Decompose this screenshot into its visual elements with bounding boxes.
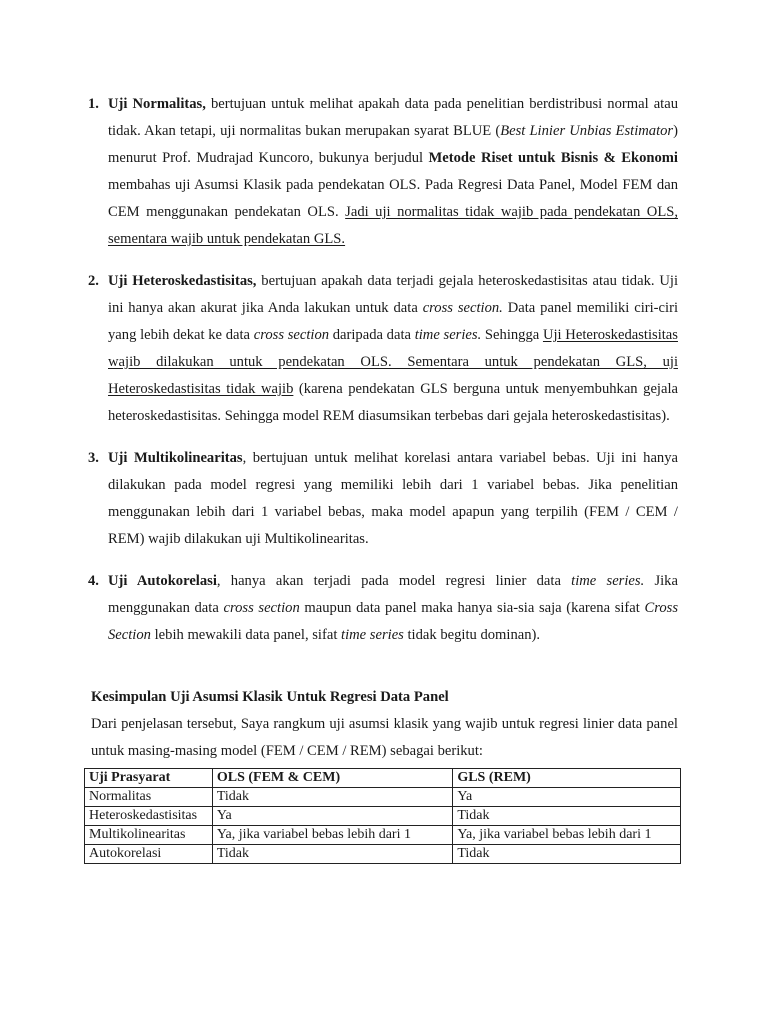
conclusion-section (91, 683, 678, 765)
list-item (88, 445, 678, 553)
assumption-test-list (88, 91, 678, 664)
text-run: bertujuan apakah data terjadi gejala heteroskedastisitas atau tidak. Uji ini hanya akan akurat jika Anda lakukan untuk data (108, 273, 678, 316)
text-run: Uji Multikolinearitas (108, 450, 243, 466)
header-cell: GLS (REM) (453, 769, 681, 788)
item-number: 1. (88, 96, 99, 112)
list-item (88, 268, 678, 430)
text-run: Uji Heteroskedastisitas, (108, 273, 257, 289)
text-run: Jadi uji normalitas tidak wajib pada pendekatan OLS, sementara wajib untuk pendekatan GLS. (108, 204, 678, 247)
table-cell: Tidak (212, 845, 452, 864)
table-row (85, 807, 681, 826)
table-cell: Autokorelasi (85, 845, 213, 864)
table-cell: Multikolinearitas (85, 826, 213, 845)
text-run: maupun data panel maka hanya sia-sia saja (karena sifat (299, 600, 645, 616)
header-cell: Uji Prasyarat (85, 769, 213, 788)
item-paragraph (108, 268, 678, 430)
text-run: Cross Section (108, 600, 679, 643)
item-paragraph (108, 445, 678, 553)
text-run: Data panel memiliki ciri-ciri yang lebih dekat ke data (108, 300, 678, 343)
table-cell: Tidak (453, 845, 681, 864)
text-run: , bertujuan untuk melihat korelasi antara variabel bebas. Uji ini hanya dilakukan pada model regresi yang memiliki lebih dari 1 variabel bebas. Jika penelitian menggunakan lebih dari 1 variabel bebas, maka model apapun yang terpilih (FEM / CEM / REM) wajib dilakukan uji Multikolinearitas. (108, 450, 678, 547)
text-run: time series. (414, 327, 482, 343)
table-row (85, 845, 681, 864)
text-run: time series (341, 627, 404, 643)
list-item (88, 91, 678, 253)
list-item (88, 568, 678, 649)
text-run: ) menurut Prof. Mudrajad Kuncoro, bukunya berjudul (108, 123, 678, 166)
text-run: Sehingga (481, 327, 543, 343)
text-run: , hanya akan terjadi pada model regresi linier data (216, 573, 572, 589)
table-cell: Tidak (212, 788, 452, 807)
item-number: 4. (88, 573, 99, 589)
item-paragraph (108, 568, 678, 649)
text-run: cross section. (422, 300, 503, 316)
table-cell: Tidak (453, 807, 681, 826)
section-title: Kesimpulan Uji Asumsi Klasik Untuk Regresi Data Panel (91, 689, 449, 705)
item-number: 3. (88, 450, 99, 466)
text-run: cross section (253, 327, 330, 343)
table-cell: Ya, jika variabel bebas lebih dari 1 (212, 826, 452, 845)
text-run: Uji Heteroskedastisitas wajib dilakukan untuk pendekatan OLS. Sementara untuk pendekatan GLS, uji Heteroskedastisitas tidak wajib (108, 327, 678, 397)
text-run: Uji Autokorelasi (108, 573, 217, 589)
table-row (85, 826, 681, 845)
table-header-row (85, 769, 681, 788)
header-cell: OLS (FEM & CEM) (212, 769, 452, 788)
text-run: (karena pendekatan GLS berguna untuk menyembuhkan gejala heteroskedastisitas. Sehingga model REM diasumsikan terbebas dari gejala heteroskedastisitas). (108, 381, 678, 424)
text-run: Best Linier Unbias Estimator (500, 123, 674, 139)
text-run: cross section (223, 600, 300, 616)
text-run: daripada data (329, 327, 415, 343)
section-intro: Dari penjelasan tersebut, Saya rangkum uji asumsi klasik yang wajib untuk regresi linier data panel untuk masing-masing model (FEM / CEM / REM) sebagai berikut: (91, 716, 678, 759)
table-cell: Heteroskedastisitas (85, 807, 213, 826)
table-cell: Normalitas (85, 788, 213, 807)
text-run: tidak begitu dominan). (403, 627, 541, 643)
table-cell: Ya, jika variabel bebas lebih dari 1 (453, 826, 681, 845)
table-cell: Ya (212, 807, 452, 826)
text-run: bertujuan untuk melihat apakah data pada penelitian berdistribusi normal atau tidak. Akan tetapi, uji normalitas bukan merupakan syarat BLUE ( (108, 96, 678, 139)
text-run: Uji Normalitas, (108, 96, 206, 112)
item-number: 2. (88, 273, 99, 289)
prerequisite-table (84, 768, 681, 864)
text-run: time series. (571, 573, 645, 589)
text-run: Jika menggunakan data (108, 573, 678, 616)
item-paragraph (108, 91, 678, 253)
table-cell: Ya (453, 788, 681, 807)
table-row (85, 788, 681, 807)
text-run: membahas uji Asumsi Klasik pada pendekatan OLS. Pada Regresi Data Panel, Model FEM dan CEM menggunakan pendekatan OLS. (108, 177, 678, 220)
text-run: Metode Riset untuk Bisnis & Ekonomi (428, 150, 678, 166)
text-run: lebih mewakili data panel, sifat (150, 627, 342, 643)
